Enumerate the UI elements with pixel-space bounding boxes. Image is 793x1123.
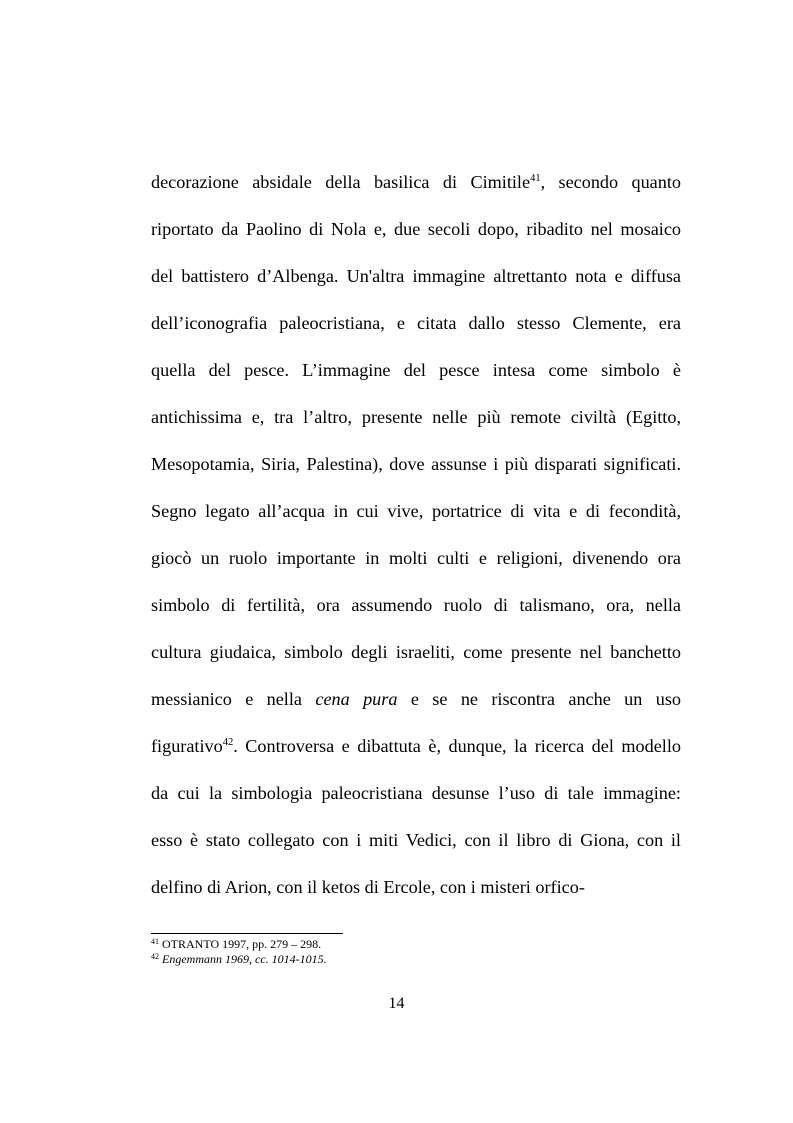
text-line-11: cultura giudaica, simbolo degli israeliti, come presente nel banchetto [151, 642, 681, 662]
text-run: e se ne riscontra anche un uso [397, 689, 681, 709]
body-text [151, 159, 681, 911]
text-line-1 [151, 159, 681, 206]
text-line-10: simbolo di fertilità, ora assumendo ruolo di talismano, ora, nella [151, 595, 681, 615]
text-line-3: del battistero d’Albenga. Un'altra immagine altrettanto nota e diffusa [151, 266, 681, 286]
text-line-8: Segno legato all’acqua in cui vive, portatrice di vita e di fecondità, [151, 501, 681, 521]
italic-phrase: cena pura [315, 689, 398, 709]
text-line-6: antichissima e, tra l’altro, presente nelle più remote civiltà (Egitto, [151, 407, 681, 427]
text-line-16: delfino di Arion, con il ketos di Ercole, con i misteri orfico- [151, 877, 585, 897]
text-line-14: da cui la simbologia paleocristiana desunse l’uso di tale immagine: [151, 783, 681, 803]
text-run: messianico e nella [151, 689, 316, 709]
text-line-15: esso è stato collegato con i miti Vedici, con il libro di Giona, con il [151, 830, 681, 850]
text-line-2: riportato da Paolino di Nola e, due secoli dopo, ribadito nel mosaico [151, 219, 681, 239]
footnote-number: 41 [151, 937, 159, 946]
footnotes [151, 937, 681, 966]
footnote-ref-42[interactable]: 42 [222, 737, 234, 748]
page-number: 14 [388, 995, 405, 1012]
footnote-divider [151, 933, 343, 934]
text-line-9: giocò un ruolo importante in molti culti e religioni, divenendo ora [151, 548, 681, 568]
text-run: decorazione absidale della basilica di Cimitile [151, 172, 531, 192]
footnote-number: 42 [151, 951, 159, 961]
text-run: . Controversa e dibattuta è, dunque, la ricerca del modello [233, 736, 681, 756]
text-line-13 [151, 723, 681, 770]
text-run: , secondo quanto [540, 172, 681, 192]
footnote-text: OTRANTO 1997, pp. 279 – 298. [162, 937, 322, 951]
text-run: figurativo [151, 736, 223, 756]
footnote-42 [151, 952, 681, 967]
footnote-41 [151, 937, 681, 952]
footnote-ref-41[interactable]: 41 [530, 173, 541, 184]
text-line-12 [151, 676, 681, 723]
text-line-5: quella del pesce. L’immagine del pesce intesa come simbolo è [151, 360, 681, 380]
text-line-4: dell’iconografia paleocristiana, e citata dallo stesso Clemente, era [151, 313, 681, 333]
footnote-text: Engemmann 1969, cc. 1014-1015. [162, 951, 327, 966]
text-line-7: Mesopotamia, Siria, Palestina), dove assunse i più disparati significati. [151, 454, 681, 474]
